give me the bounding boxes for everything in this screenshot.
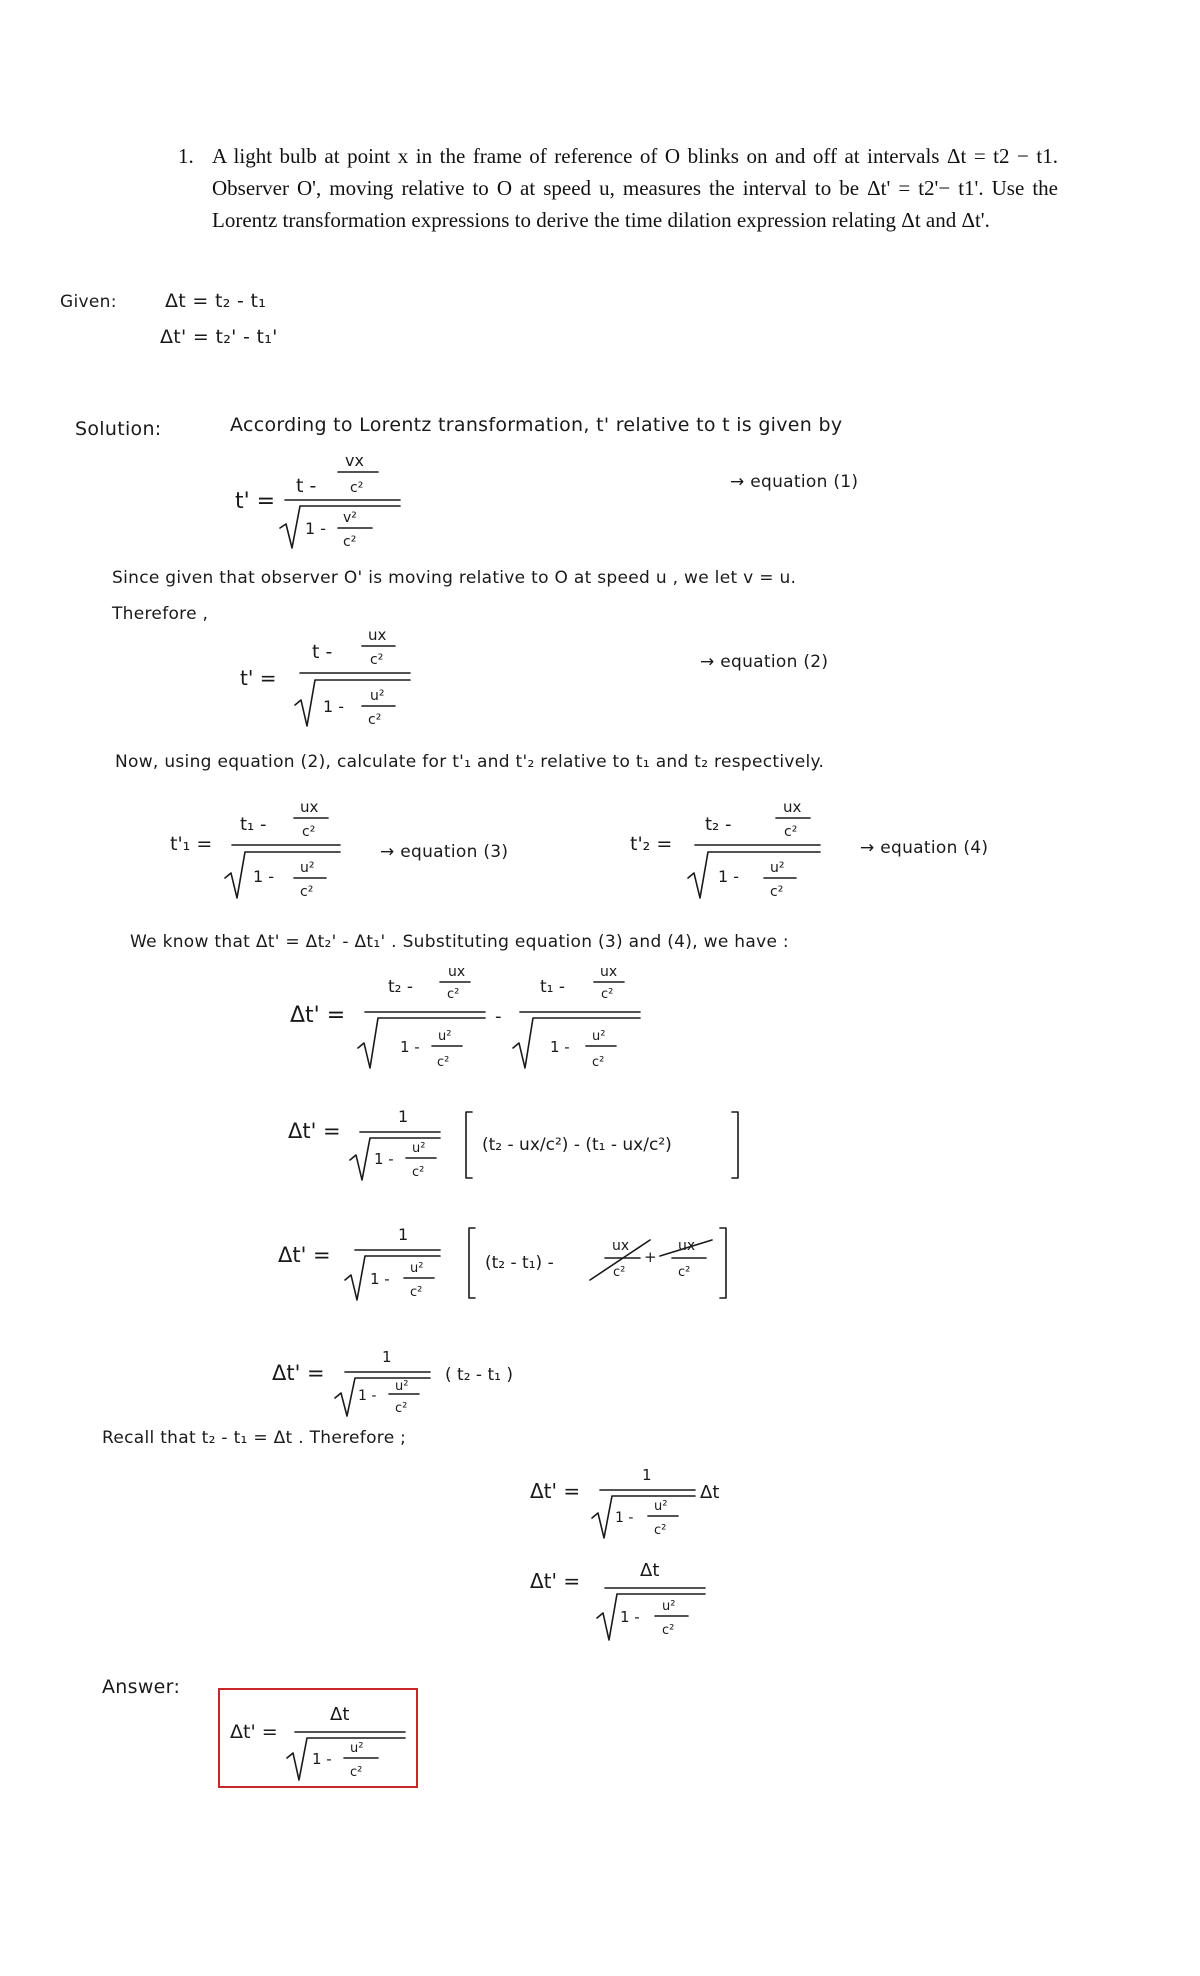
fact-lhs: Δt' = — [288, 1119, 341, 1143]
eq2-t: t - — [312, 641, 333, 663]
recall-line: Recall that t₂ - t₁ = Δt . Therefore ; — [102, 1428, 407, 1448]
fact-c2: c² — [412, 1165, 425, 1180]
answer-c2: c² — [350, 1765, 363, 1780]
eq1-tag: → equation (1) — [730, 472, 859, 492]
canc-u2: u² — [410, 1261, 424, 1276]
eq1-v2: v² — [343, 510, 357, 526]
answer-numerator: Δt — [330, 1704, 350, 1725]
eq1-c2-b: c² — [343, 534, 357, 550]
we-know-line: We know that Δt' = Δt₂' - Δt₁' . Substituting equation (3) and (4), we have : — [130, 932, 789, 952]
canc-ux-b: ux — [678, 1238, 696, 1254]
diff-u2-b: u² — [592, 1029, 606, 1044]
canc-ux-a: ux — [612, 1238, 630, 1254]
fin-b-c2: c² — [662, 1623, 675, 1638]
eq4-t2: t₂ - — [705, 814, 732, 835]
eq1-t: t - — [296, 475, 317, 497]
fin-a-dt: Δt — [700, 1482, 720, 1503]
diff-ux-b: ux — [600, 964, 618, 980]
eq4-c2-b: c² — [770, 884, 784, 900]
eq2-c2-b: c² — [368, 712, 382, 728]
fin-b-u2: u² — [662, 1599, 676, 1614]
canc-c2-b: c² — [678, 1265, 691, 1280]
fin-a-one-minus: 1 - — [615, 1510, 634, 1526]
eq2-lhs: t' = — [240, 666, 277, 690]
fact-u2: u² — [412, 1141, 426, 1156]
eq2-u2: u² — [370, 688, 385, 704]
given-label: Given: — [60, 292, 117, 312]
problem-number: 1. — [178, 144, 194, 168]
eq2-one-minus: 1 - — [323, 697, 345, 716]
eq1-one-minus: 1 - — [305, 519, 327, 538]
fact-bracket: (t₂ - ux/c²) - (t₁ - ux/c²) — [482, 1135, 672, 1155]
diff-c2-b: c² — [601, 987, 614, 1002]
given-line-1: Δt = t₂ - t₁ — [165, 290, 267, 312]
fin-a-one: 1 — [642, 1466, 652, 1484]
fact-one-minus: 1 - — [374, 1150, 394, 1168]
canc-plus: + — [644, 1248, 657, 1266]
canc-c2: c² — [410, 1285, 423, 1300]
answer-one-minus: 1 - — [312, 1750, 332, 1768]
fin-b-lhs: Δt' = — [530, 1569, 581, 1593]
diff-c2-b2: c² — [592, 1055, 605, 1070]
eq3-c2: c² — [302, 824, 316, 840]
eq1-c2: c² — [350, 480, 364, 496]
now-line: Now, using equation (2), calculate for t'₁ and t'₂ relative to t₁ and t₂ respectively. — [115, 752, 825, 772]
eq3-c2-b: c² — [300, 884, 314, 900]
solution-label: Solution: — [75, 418, 162, 440]
eq2-tag: → equation (2) — [700, 652, 829, 672]
simp-one: 1 — [382, 1348, 392, 1366]
eq2-c2: c² — [370, 652, 384, 668]
canc-lhs: Δt' = — [278, 1243, 331, 1267]
eq4-ux: ux — [783, 798, 802, 816]
diff-t1: t₁ - — [540, 977, 566, 997]
diff-c2-a: c² — [447, 987, 460, 1002]
answer-u2: u² — [350, 1741, 364, 1756]
fin-b-dt: Δt — [640, 1560, 660, 1581]
canc-one-minus: 1 - — [370, 1270, 390, 1288]
eq4-one-minus: 1 - — [718, 867, 740, 886]
problem-text: A light bulb at point x in the frame of reference of O blinks on and off at intervals Δt = t2 − t1. Observer O', moving relative to O at speed u, measures the interval to be Δt' = t2'− t1'. Use the Lorentz transformation expressions to derive the time dilation expression relating Δt and Δt'. — [212, 144, 1058, 232]
simp-one-minus: 1 - — [358, 1388, 377, 1404]
eq4-c2: c² — [784, 824, 798, 840]
eq4-u2: u² — [770, 860, 785, 876]
eq4-tag: → equation (4) — [860, 838, 989, 858]
diff-t2: t₂ - — [388, 977, 414, 997]
therefore-line: Therefore , — [112, 604, 209, 624]
eq2-ux: ux — [368, 626, 387, 644]
simp-paren: ( t₂ - t₁ ) — [445, 1365, 513, 1385]
fin-b-one-minus: 1 - — [620, 1608, 640, 1626]
simp-u2: u² — [395, 1379, 409, 1394]
canc-t2-t1: (t₂ - t₁) - — [485, 1253, 554, 1273]
diff-minus: - — [495, 1006, 502, 1027]
diff-ux-a: ux — [448, 964, 466, 980]
canc-c2-a: c² — [613, 1265, 626, 1280]
eq3-ux: ux — [300, 798, 319, 816]
eq3-t1: t₁ - — [240, 814, 267, 835]
eq3-lhs: t'₁ = — [170, 833, 213, 855]
diff-one-minus-b: 1 - — [550, 1038, 570, 1056]
simp-lhs: Δt' = — [272, 1361, 325, 1385]
simp-c2: c² — [395, 1401, 408, 1416]
eq3-one-minus: 1 - — [253, 867, 275, 886]
fin-a-lhs: Δt' = — [530, 1479, 581, 1503]
answer-formula — [230, 1704, 405, 1780]
eq1-vx: vx — [345, 451, 364, 470]
eq1-lhs: t' = — [235, 489, 276, 514]
answer-lhs: Δt' = — [230, 1721, 278, 1743]
fin-a-c2: c² — [654, 1523, 667, 1538]
diff-lhs: Δt' = — [290, 1003, 346, 1028]
diff-u2-a: u² — [438, 1029, 452, 1044]
fin-a-u2: u² — [654, 1499, 668, 1514]
given-line-2: Δt' = t₂' - t₁' — [160, 326, 278, 348]
eq4-lhs: t'₂ = — [630, 833, 673, 855]
since-line: Since given that observer O' is moving relative to O at speed u , we let v = u. — [112, 568, 797, 588]
canc-one: 1 — [398, 1225, 409, 1244]
eq3-u2: u² — [300, 860, 315, 876]
eq3-tag: → equation (3) — [380, 842, 509, 862]
fact-one: 1 — [398, 1107, 409, 1126]
answer-label: Answer: — [102, 1676, 181, 1698]
diff-c2-a2: c² — [437, 1055, 450, 1070]
diff-one-minus-a: 1 - — [400, 1038, 420, 1056]
solution-intro: According to Lorentz transformation, t' relative to t is given by — [230, 414, 843, 436]
